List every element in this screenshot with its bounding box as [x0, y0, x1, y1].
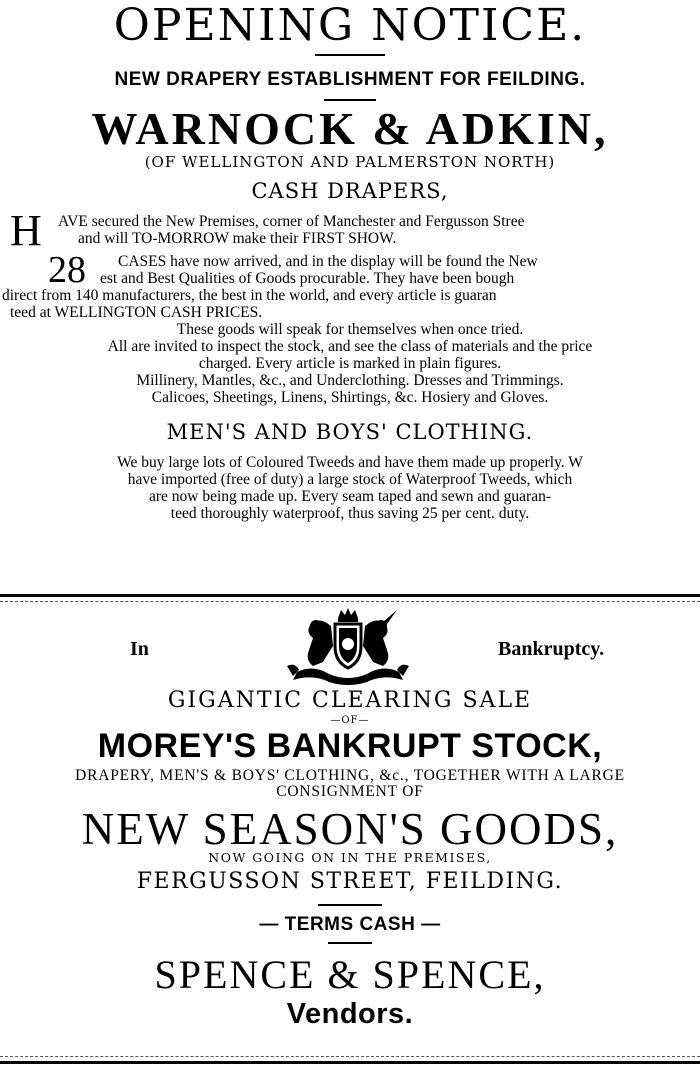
- text-line: teed thoroughly waterproof, thus saving 25 per cent. duty.: [170, 505, 530, 522]
- column-separator-thin: [0, 601, 700, 602]
- clothing-heading: MEN'S AND BOYS' CLOTHING.: [166, 420, 534, 444]
- bankruptcy-word: Bankruptcy.: [498, 638, 605, 660]
- text-line: teed at WELLINGTON CASH PRICES.: [10, 304, 263, 321]
- title-rule: [315, 54, 385, 56]
- terms-rule: [328, 942, 372, 944]
- firm-origin: (OF WELLINGTON AND PALMERSTON NORTH): [144, 153, 556, 171]
- text-line: are now being made up. Every seam taped and sewn and guaran-: [149, 488, 551, 505]
- ad-title: OPENING NOTICE.: [113, 0, 587, 51]
- column-separator: [0, 594, 700, 597]
- vendor-name: SPENCE & SPENCE,: [154, 952, 546, 997]
- bottom-separator-thin: [0, 1056, 700, 1057]
- sale-title: GIGANTIC CLEARING SALE: [167, 688, 533, 713]
- bankruptcy-ad: [0, 604, 700, 1030]
- text-line: direct from 140 manufacturers, the best in the world, and every article is guaran: [2, 287, 497, 304]
- text-line: AVE secured the New Premises, corner of Manchester and Fergusson Stree: [58, 213, 525, 230]
- text-line: We buy large lots of Coloured Tweeds and have them made up properly. W: [117, 454, 583, 471]
- text-line: have imported (free of duty) a large stock of Waterproof Tweeds, which: [127, 471, 573, 488]
- paragraph-cases: [0, 249, 700, 321]
- text-line: All are invited to inspect the stock, and see the class of materials and the price: [107, 338, 593, 355]
- vendors-label: Vendors.: [286, 998, 414, 1030]
- text-line: est and Best Qualities of Goods procurable. They have been bough: [100, 270, 515, 287]
- terms-line: — TERMS CASH —: [259, 914, 441, 935]
- subtitle-rule: [324, 99, 376, 101]
- text-line: and will TO-MORROW make their FIRST SHOW.: [78, 230, 397, 247]
- stock-heading: MOREY'S BANKRUPT STOCK,: [97, 727, 603, 765]
- bottom-separator: [0, 1061, 700, 1064]
- address-line: FERGUSSON STREET, FEILDING.: [136, 869, 564, 894]
- drop-cap: H: [10, 206, 42, 255]
- text-line: CASES have now arrived, and in the display will be found the New: [118, 253, 538, 270]
- stock-description: DRAPERY, MEN'S & BOYS' CLOTHING, &c., TOGETHER WITH A LARGE: [75, 767, 625, 784]
- opening-notice-ad: [0, 2, 700, 522]
- crest-row: [0, 604, 700, 688]
- paragraph-premises: [0, 206, 700, 255]
- stock-description-2: CONSIGNMENT OF: [276, 783, 424, 800]
- address-rule: [318, 904, 382, 906]
- text-line: These goods will speak for themselves when once tried.: [176, 321, 524, 338]
- goods-heading: NEW SEASON'S GOODS,: [81, 804, 619, 854]
- text-line: charged. Every article is marked in plain figures.: [198, 355, 502, 372]
- going-on-line: NOW GOING ON IN THE PREMISES,: [208, 850, 492, 865]
- firm-name: WARNOCK & ADKIN,: [91, 103, 609, 154]
- ad-subtitle: NEW DRAPERY ESTABLISHMENT FOR FEILDING.: [114, 69, 586, 90]
- in-word: In: [130, 638, 149, 660]
- text-line: Calicoes, Sheetings, Linens, Shirtings, &c. Hosiery and Gloves.: [151, 389, 549, 406]
- of-word: —OF—: [330, 715, 370, 726]
- text-line: Millinery, Mantles, &c., and Underclothing. Dresses and Trimmings.: [136, 372, 564, 389]
- cases-number: 28: [48, 249, 86, 291]
- royal-coat-of-arms-icon: [283, 606, 413, 686]
- trade-heading: CASH DRAPERS,: [251, 179, 449, 203]
